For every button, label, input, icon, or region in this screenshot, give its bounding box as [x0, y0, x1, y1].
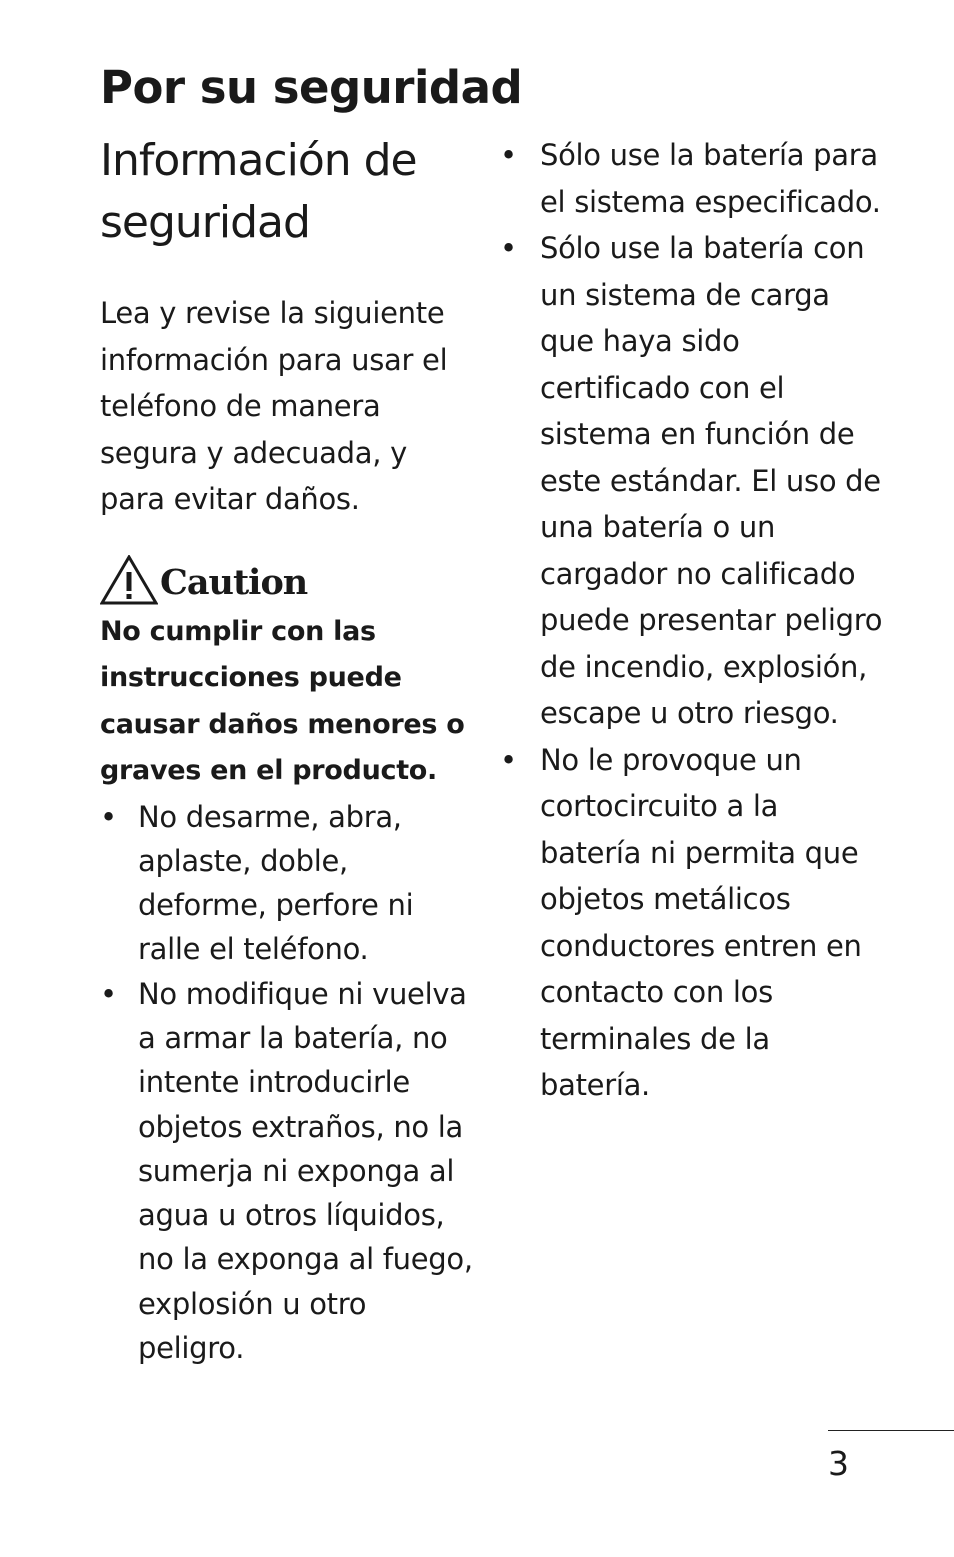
list-item [100, 795, 480, 972]
caution-heading [100, 549, 480, 605]
list-item-text: No desarme, abra, aplaste, doble, deforme, perfore ni ralle el teléfono. [138, 799, 414, 967]
bullet-icon: • [500, 742, 517, 777]
list-item-text: No modifique ni vuelva a armar la batería, no intente introducirle objetos extraños, no la sumerja ni exponga al agua u otros líquidos, no la exponga al fuego, explosión u otro peligro. [138, 976, 473, 1366]
page-subtitle: Información de seguridad [100, 135, 417, 248]
section-title: Por su seguridad [100, 61, 523, 114]
footer-divider [828, 1430, 954, 1431]
list-item [100, 972, 480, 1371]
bullet-icon: • [100, 799, 117, 834]
left-bullet-list [100, 795, 480, 1371]
bullet-icon: • [500, 231, 517, 265]
warning-triangle-icon [100, 555, 158, 605]
list-item-text: Sólo use la batería para el sistema especificado. [540, 138, 881, 219]
caution-label: Caution [160, 561, 308, 603]
list-item [498, 225, 888, 737]
bullet-icon: • [100, 976, 117, 1011]
left-column [100, 290, 480, 1370]
bullet-icon: • [500, 138, 517, 172]
right-column [498, 132, 888, 1109]
list-item [498, 737, 888, 1109]
list-item-text: Sólo use la batería con un sistema de carga que haya sido certificado con el sistema en función de este estándar. El uso de una batería o un cargador no calificado puede presentar peligro de incendio, explosión, escape u otro riesgo. [540, 231, 883, 730]
list-item [498, 132, 888, 225]
caution-warning-text: No cumplir con las instrucciones puede causar daños menores o graves en el producto. [100, 615, 465, 786]
list-item-text: No le provoque un cortocircuito a la batería ni permita que objetos metálicos conductores entren en contacto con los terminales de la batería. [540, 742, 862, 1102]
right-bullet-list [498, 132, 888, 1109]
intro-paragraph: Lea y revise la siguiente información para usar el teléfono de manera segura y adecuada, y para evitar daños. [100, 296, 448, 516]
page-number: 3 [828, 1444, 849, 1483]
